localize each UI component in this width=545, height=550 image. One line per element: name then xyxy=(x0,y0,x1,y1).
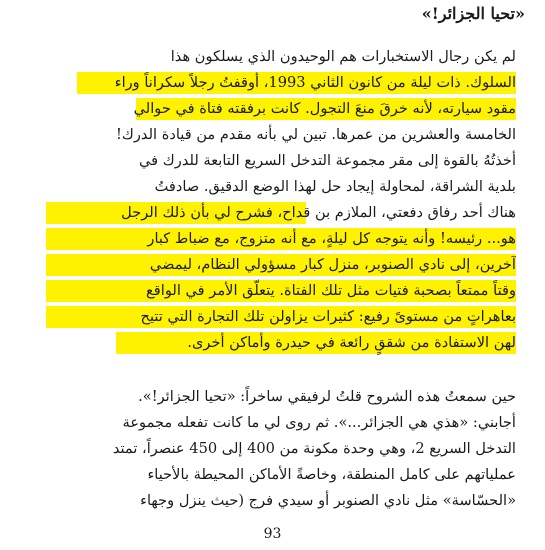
text-line: أخذتُهُ بالقوة إلى مقر مجموعة التدخل السريع التابعة للدرك في xyxy=(138,152,516,169)
text-line: هناك أحد رفاق دفعتي، الملازم بن قداح، فشرح لي بأن ذلك الرجل xyxy=(121,204,516,221)
text-line: وقتاً ممتعاً بصحبة فتيات مثل تلك الفتاة. يتعلّق الأمر في الواقع xyxy=(146,282,516,299)
text-line: آخرين، إلى نادي الصنوبر، منزل كبار مسؤولي النظام، ليمضي xyxy=(149,256,516,273)
text-line: هو... رئيسه! وأنه يتوجه كل ليلةٍ، مع أنه متزوج، مع ضباط كبار xyxy=(147,230,516,247)
text-line: الخامسة والعشرين من عمرها. تبين لي بأنه مقدم من قيادة الدرك! xyxy=(115,126,516,143)
chapter-heading: «تحيا الجزائر!» xyxy=(421,4,525,23)
text-line: لهن الاستفادة من شققٍ رائعة في حيدرة وأماكن أخرى. xyxy=(187,334,516,351)
text-line: حين سمعتُ هذه الشروح قلتُ لرفيقي ساخراً: «تحيا الجزائر!». xyxy=(138,388,516,405)
text-line: «الحسّاسة» مثل نادي الصنوبر أو سيدي فرج (حيث ينزل وجهاء xyxy=(140,492,516,509)
text-line: بعاهراتٍ من مستوىً رفيع: كثيرات يزاولن تلك التجارة التي تتيح xyxy=(140,308,516,325)
text-line: عملياتهم على كامل المنطقة، وخاصةً الأماكن المحيطة بالأحياء xyxy=(147,466,516,483)
text-line: التدخل السريع 2، وهي وحدة مكونة من 400 إلى 450 عنصراً، تمتد xyxy=(112,440,516,457)
text-line: أجابني: «هذي هي الجزائر...». ثم روى لي ما كانت تفعله مجموعة xyxy=(122,414,516,431)
text-line: بلدية الشراقة، لمحاولة إيجاد حل لهذا الوضع الدقيق. صادفتُ xyxy=(154,178,516,195)
page-number: 93 xyxy=(263,526,282,542)
text-line: مقود سيارته، لأنه خرقَ منعَ التجول. كانت برفقته فتاة في حوالي xyxy=(133,100,516,117)
text-line: السلوك. ذات ليلة من كانون الثاني 1993، أوقفتُ رجلاً سكراناً وراء xyxy=(114,74,516,91)
text-line: لم يكن رجال الاستخبارات هم الوحيدون الذي يسلكون هذا xyxy=(170,48,516,65)
